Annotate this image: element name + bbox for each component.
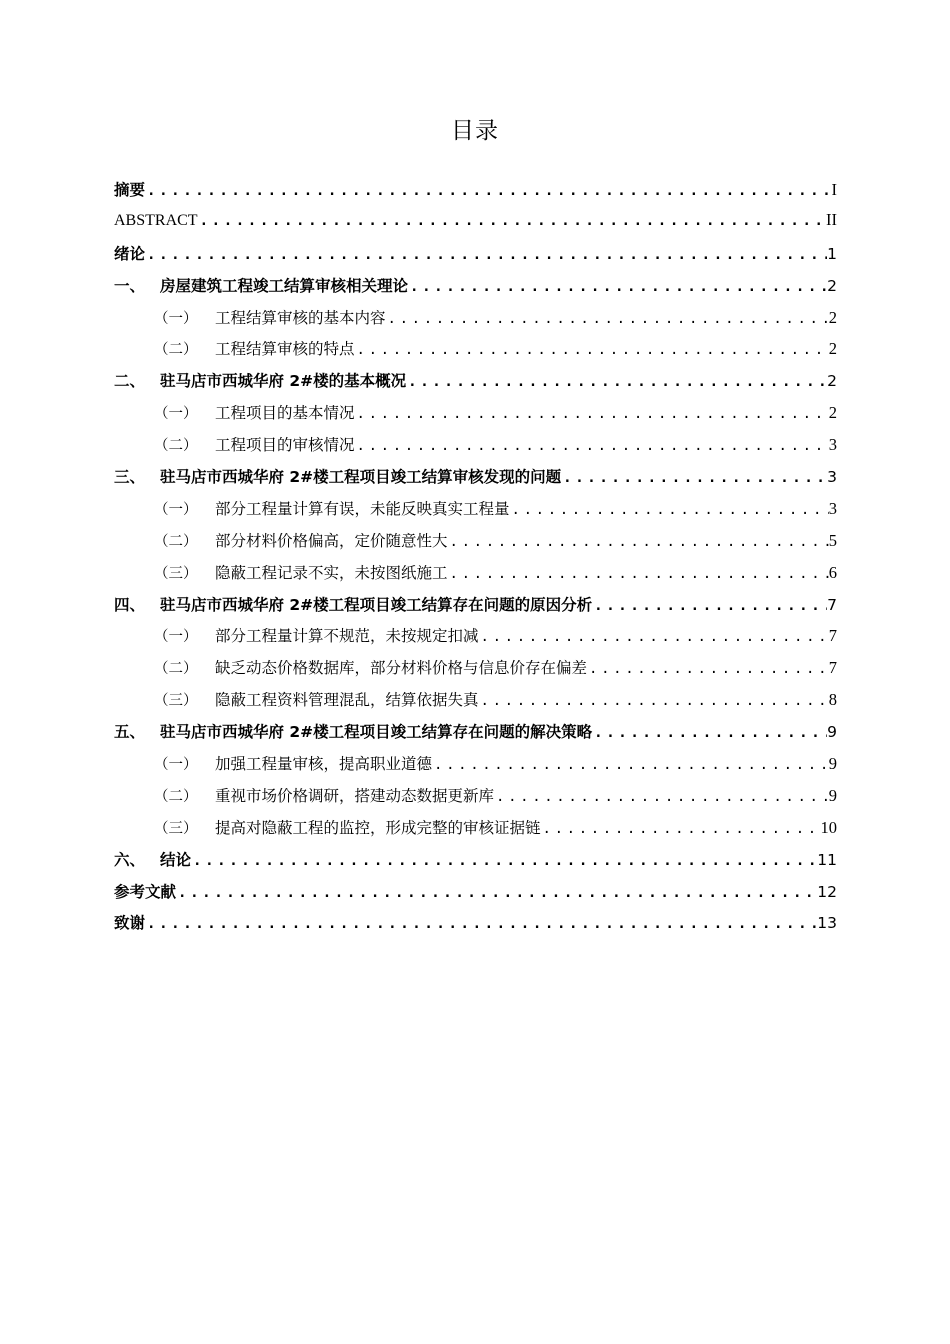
toc-entry-page: I: [831, 180, 837, 199]
toc-entry-number: 三、: [114, 468, 146, 487]
toc-entry-page: 7: [827, 595, 837, 614]
toc-entry-label: 参考文献: [114, 882, 177, 901]
toc-entry-chapter-3[interactable]: [114, 465, 837, 497]
toc-entry-label: 工程结算审核的特点: [215, 340, 355, 359]
toc-entry-section-3-1[interactable]: [114, 497, 837, 529]
toc-entry-number: 二、: [114, 372, 146, 391]
toc-entry-page: 11: [817, 850, 837, 869]
toc-entry-label: 驻马店市西城华府 2#楼工程项目竣工结算存在问题的解决策略: [160, 723, 593, 742]
dot-leader: [592, 725, 827, 741]
toc-entry-section-1-1[interactable]: [114, 306, 837, 338]
toc-entry-page: 2: [828, 307, 837, 327]
toc-entry-page: 3: [828, 498, 837, 518]
dot-leader: [145, 183, 831, 199]
dot-leader: [432, 757, 829, 773]
toc-entry-number: 六、: [114, 850, 146, 869]
toc-entry-label: 重视市场价格调研，搭建动态数据更新库: [215, 786, 495, 805]
toc-entry-introduction[interactable]: [114, 242, 837, 274]
toc-entry-page: 9: [828, 785, 837, 805]
dot-leader: [494, 789, 829, 805]
toc-entry-chapter-4[interactable]: [114, 593, 837, 625]
dot-leader: [479, 629, 829, 645]
toc-entry-chapter-6[interactable]: [114, 848, 837, 880]
toc-entry-section-5-1[interactable]: [114, 752, 837, 784]
toc-entry-section-1-2[interactable]: [114, 337, 837, 369]
toc-entry-chapter-1[interactable]: [114, 274, 837, 306]
toc-entry-abstract-en[interactable]: [114, 210, 837, 242]
toc-entry-label: 部分工程量计算不规范，未按规定扣减: [215, 627, 479, 646]
toc-entry-references[interactable]: [114, 880, 837, 912]
dot-leader: [406, 374, 827, 390]
toc-entry-number: （一）: [154, 310, 198, 327]
dot-leader: [561, 470, 827, 486]
toc-entry-page: 9: [828, 754, 837, 774]
toc-entry-number: （一）: [154, 757, 198, 774]
toc-entry-section-5-2[interactable]: [114, 784, 837, 816]
toc-entry-page: 5: [828, 530, 837, 550]
toc-entry-label: 驻马店市西城华府 2#楼工程项目竣工结算审核发现的问题: [160, 468, 562, 487]
dot-leader: [386, 311, 829, 327]
toc-entry-number: （三）: [154, 565, 198, 582]
toc-entry-section-2-2[interactable]: [114, 433, 837, 465]
toc-entry-label: 隐蔽工程资料管理混乱，结算依据失真: [215, 691, 479, 710]
toc-entry-label: 隐蔽工程记录不实，未按图纸施工: [215, 563, 448, 582]
table-of-contents: [114, 178, 837, 943]
toc-entry-label: 摘要: [114, 181, 146, 199]
page-title: 目录: [451, 118, 499, 144]
toc-entry-page: 3: [827, 468, 837, 487]
toc-entry-number: （一）: [154, 501, 198, 518]
toc-entry-label: 驻马店市西城华府 2#楼工程项目竣工结算存在问题的原因分析: [160, 595, 593, 614]
toc-entry-label: 绪论: [114, 244, 146, 263]
toc-entry-page: 6: [828, 562, 837, 582]
toc-entry-number: 五、: [114, 723, 146, 742]
toc-entry-section-4-2[interactable]: [114, 656, 837, 688]
toc-entry-section-3-2[interactable]: [114, 529, 837, 561]
toc-entry-section-3-3[interactable]: [114, 561, 837, 593]
toc-entry-number: （二）: [154, 342, 198, 359]
dot-leader: [145, 247, 827, 263]
toc-entry-label: 结论: [160, 850, 192, 869]
toc-entry-label: 缺乏动态价格数据库，部分材料价格与信息价存在偏差: [215, 659, 588, 678]
dot-leader: [191, 853, 817, 869]
dot-leader: [408, 279, 827, 295]
toc-entry-page: 2: [828, 339, 837, 359]
toc-entry-page: 3: [828, 435, 837, 455]
toc-entry-chapter-5[interactable]: [114, 720, 837, 752]
toc-entry-page: 10: [820, 817, 837, 837]
dot-leader: [448, 534, 829, 550]
dot-leader: [479, 693, 829, 709]
toc-entry-label: 工程结算审核的基本内容: [215, 308, 386, 327]
toc-entry-number: （二）: [154, 533, 198, 550]
toc-entry-label: 房屋建筑工程竣工结算审核相关理论: [160, 276, 409, 295]
toc-entry-page: 12: [817, 882, 837, 901]
toc-entry-label: 部分材料价格偏高，定价随意性大: [215, 531, 448, 550]
toc-entry-label: 部分工程量计算有误，未能反映真实工程量: [215, 499, 510, 518]
toc-entry-page: 13: [817, 914, 837, 933]
toc-entry-number: 一、: [114, 276, 146, 295]
toc-entry-label: 工程项目的审核情况: [215, 436, 355, 455]
toc-entry-number: （一）: [154, 406, 198, 423]
dot-leader: [355, 406, 829, 422]
dot-leader: [145, 916, 817, 932]
toc-entry-page: 7: [828, 658, 837, 678]
toc-entry-section-2-1[interactable]: [114, 401, 837, 433]
toc-entry-page: II: [826, 209, 837, 229]
toc-entry-page: 7: [828, 626, 837, 646]
toc-entry-label: 加强工程量审核，提高职业道德: [215, 755, 433, 774]
toc-entry-number: （三）: [154, 820, 198, 837]
dot-leader: [592, 598, 827, 614]
toc-entry-number: 四、: [114, 595, 146, 614]
toc-entry-section-4-1[interactable]: [114, 624, 837, 656]
toc-entry-label: ABSTRACT: [114, 211, 198, 229]
toc-entry-label: 致谢: [114, 914, 146, 933]
toc-entry-page: 9: [827, 723, 837, 742]
toc-entry-label: 提高对隐蔽工程的监控，形成完整的审核证据链: [215, 818, 541, 837]
toc-entry-label: 驻马店市西城华府 2#楼的基本概况: [160, 372, 407, 391]
toc-entry-page: 2: [828, 403, 837, 423]
toc-entry-acknowledgements[interactable]: [114, 911, 837, 943]
toc-entry-number: （三）: [154, 693, 198, 710]
toc-entry-number: （二）: [154, 788, 198, 805]
dot-leader: [355, 342, 829, 358]
dot-leader: [198, 213, 826, 229]
dot-leader: [176, 885, 817, 901]
toc-entry-number: （二）: [154, 438, 198, 455]
toc-entry-page: 8: [828, 690, 837, 710]
toc-entry-label: 工程项目的基本情况: [215, 404, 355, 423]
dot-leader: [587, 661, 829, 677]
dot-leader: [510, 502, 829, 518]
dot-leader: [541, 821, 821, 837]
dot-leader: [448, 566, 829, 582]
toc-entry-number: （一）: [154, 629, 198, 646]
toc-entry-section-4-3[interactable]: [114, 688, 837, 720]
toc-entry-page: 2: [827, 276, 837, 295]
toc-entry-section-5-3[interactable]: [114, 816, 837, 848]
toc-entry-chapter-2[interactable]: [114, 369, 837, 401]
toc-entry-page: 2: [827, 372, 837, 391]
toc-entry-page: 1: [827, 244, 837, 263]
dot-leader: [355, 438, 829, 454]
toc-entry-number: （二）: [154, 661, 198, 678]
toc-entry-abstract-cn[interactable]: [114, 178, 837, 210]
